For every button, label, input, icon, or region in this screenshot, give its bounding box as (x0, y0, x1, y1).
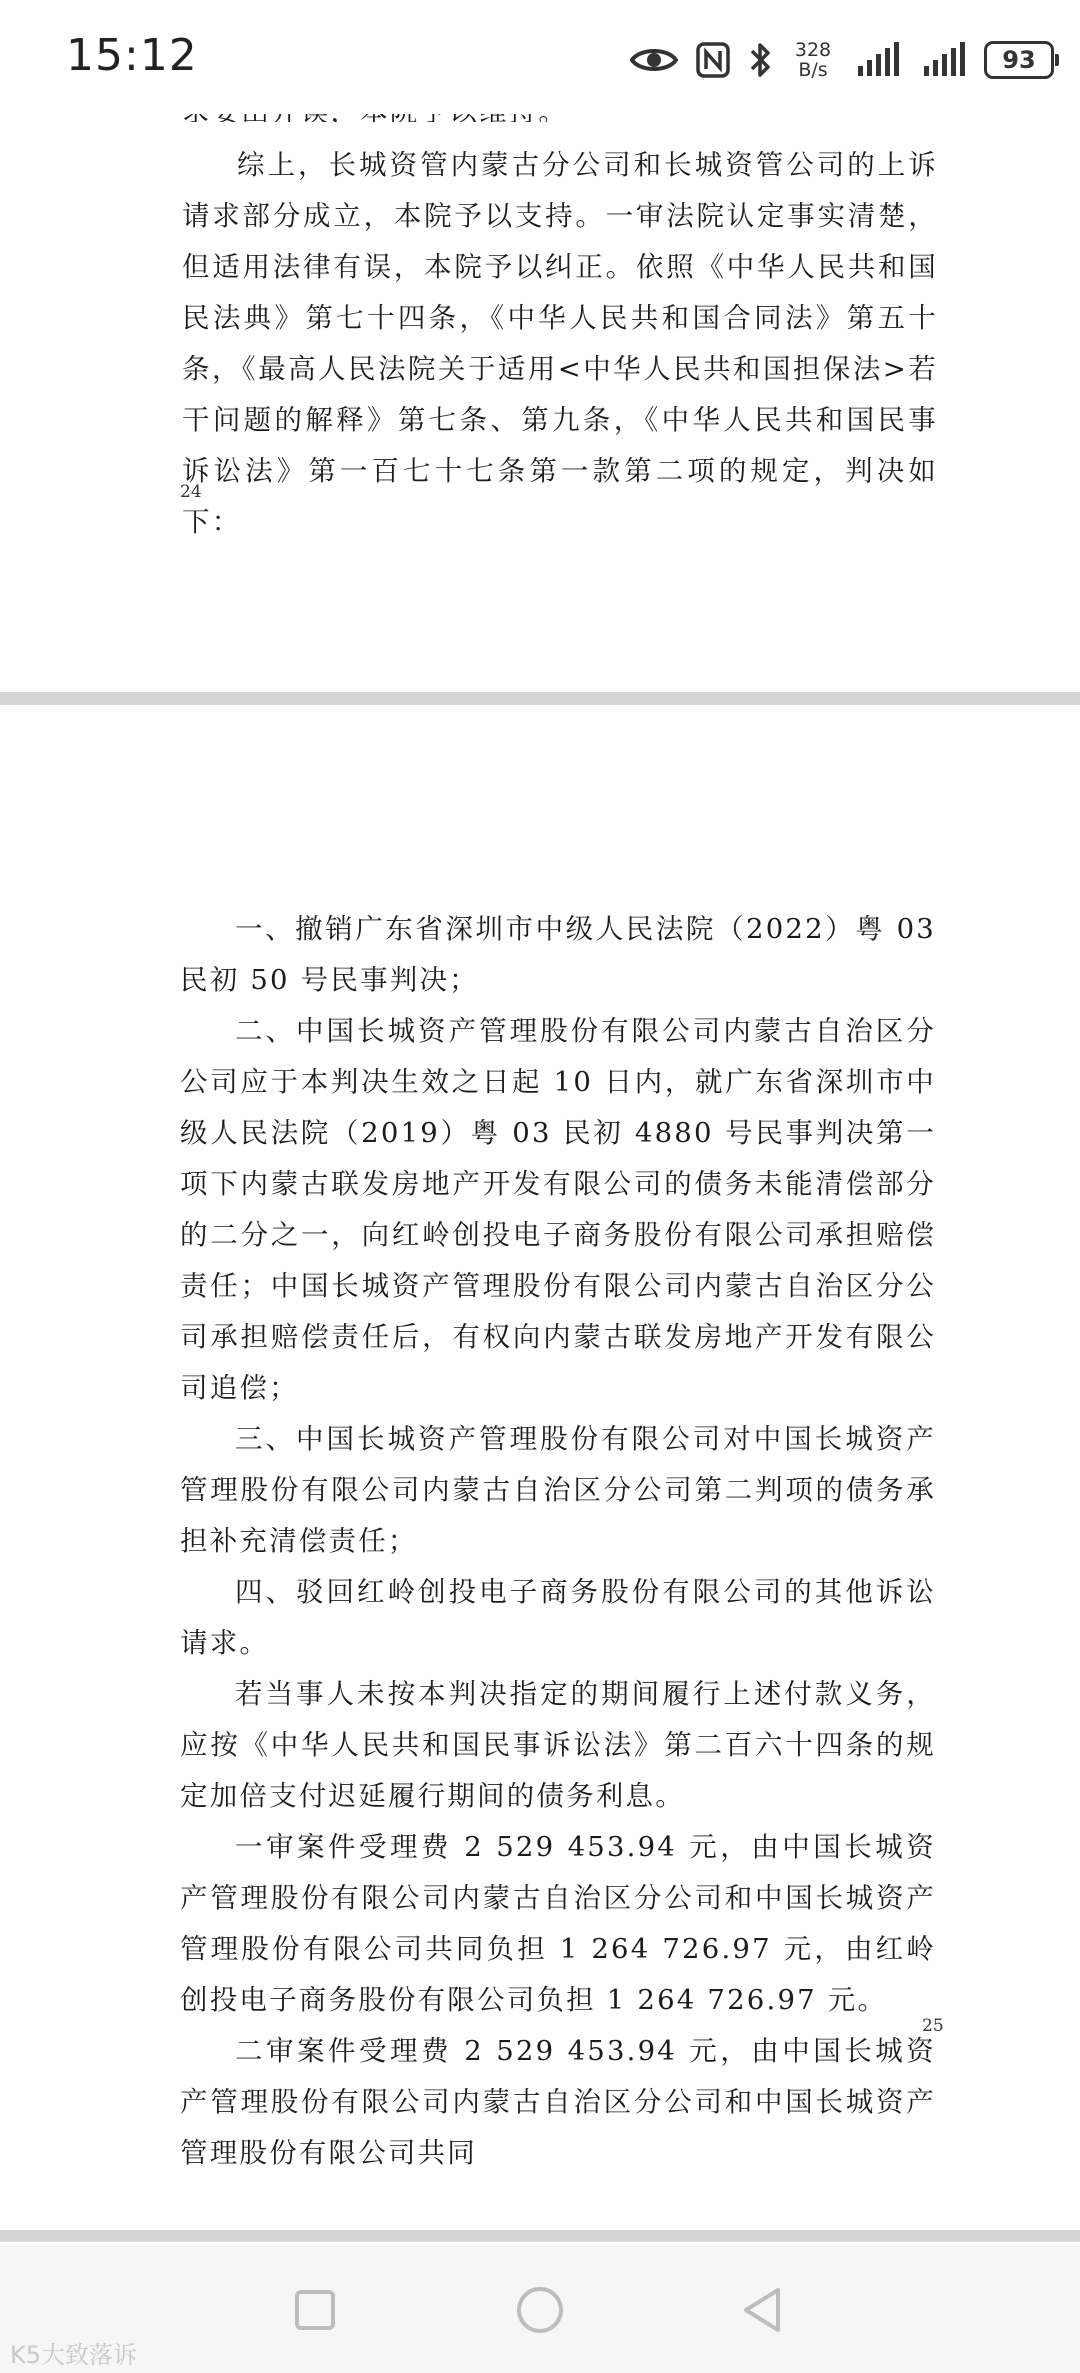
page-25-body (180, 904, 936, 2179)
paragraph: 一、撤销广东省深圳市中级人民法院（2022）粤 03 民初 50 号民事判决； (180, 913, 936, 996)
status-bar (0, 0, 1080, 114)
nfc-icon (696, 42, 730, 78)
bluetooth-icon (748, 41, 772, 79)
navigation-bar (0, 2245, 1080, 2373)
paragraph: 二、中国长城资产管理股份有限公司内蒙古自治区分公司应于本判决生效之日起 10 日内，就广东省深圳市中级人民法院（2019）粤 03 民初 4880 号民事判决第一项下内蒙古联发房地产开发有限公司的债务未能清偿部分的二分之一，向红岭创投电子商务股份有限公司承担赔偿责任；中国长城资产管理股份有限公司内蒙古自治区分公司承担赔偿责任后，有权向内蒙古联发房地产开发有限公司追偿； (180, 1015, 936, 1404)
watermark: K5大致落诉 (10, 2341, 138, 2369)
page-number: 25 (922, 2016, 944, 2036)
signal-icon (854, 42, 904, 78)
status-icons (630, 34, 1054, 86)
circle-icon (515, 2285, 565, 2335)
eye-icon (630, 44, 678, 76)
battery-level: 93 (1002, 46, 1036, 74)
square-icon (293, 2288, 337, 2332)
paragraph: 若当事人未按本判决指定的期间履行上述付款义务，应按《中华人民共和国民事诉讼法》第二百六十四条的规定加倍支付迟延履行期间的债务利息。 (180, 1678, 936, 1812)
page-divider (0, 692, 1080, 705)
battery-icon (984, 41, 1054, 79)
recents-button[interactable] (280, 2275, 350, 2345)
network-speed (790, 40, 836, 80)
page-24-body (182, 140, 938, 548)
paragraph: 一审案件受理费 2 529 453.94 元，由中国长城资产管理股份有限公司内蒙古自治区分公司和中国长城资产管理股份有限公司共同负担 1 264 726.97 元，由红岭创投电子商务股份有限公司负担 1 264 726.97 元。 (180, 1831, 936, 2016)
network-speed-unit: B/s (798, 59, 828, 81)
signal-icon (922, 42, 966, 78)
page-divider (0, 2230, 1080, 2242)
page-number: 24 (180, 482, 202, 502)
status-time: 15:12 (66, 30, 198, 81)
paragraph: 综上，长城资管内蒙古分公司和长城资管公司的上诉请求部分成立，本院予以支持。一审法院认定事实清楚，但适用法律有误，本院予以纠正。依照《中华人民共和国民法典》第七十四条，《中华人民共和国合同法》第五十条，《最高人民法院关于适用<中华人民共和国担保法>若干问题的解释》第七条、第九条，《中华人民共和国民事诉讼法》第一百七十七条第一款第二项的规定，判决如下： (182, 149, 938, 538)
back-button[interactable] (727, 2275, 797, 2345)
triangle-back-icon (740, 2286, 784, 2334)
paragraph: 四、驳回红岭创投电子商务股份有限公司的其他诉讼请求。 (180, 1576, 936, 1659)
paragraph: 二审案件受理费 2 529 453.94 元，由中国长城资产管理股份有限公司内蒙古自治区分公司和中国长城资产管理股份有限公司共同 (180, 2035, 936, 2169)
paragraph: 三、中国长城资产管理股份有限公司对中国长城资产管理股份有限公司内蒙古自治区分公司第二判项的债务承担补充清偿责任； (180, 1423, 936, 1557)
network-speed-value: 328 (794, 39, 832, 61)
home-button[interactable] (505, 2275, 575, 2345)
